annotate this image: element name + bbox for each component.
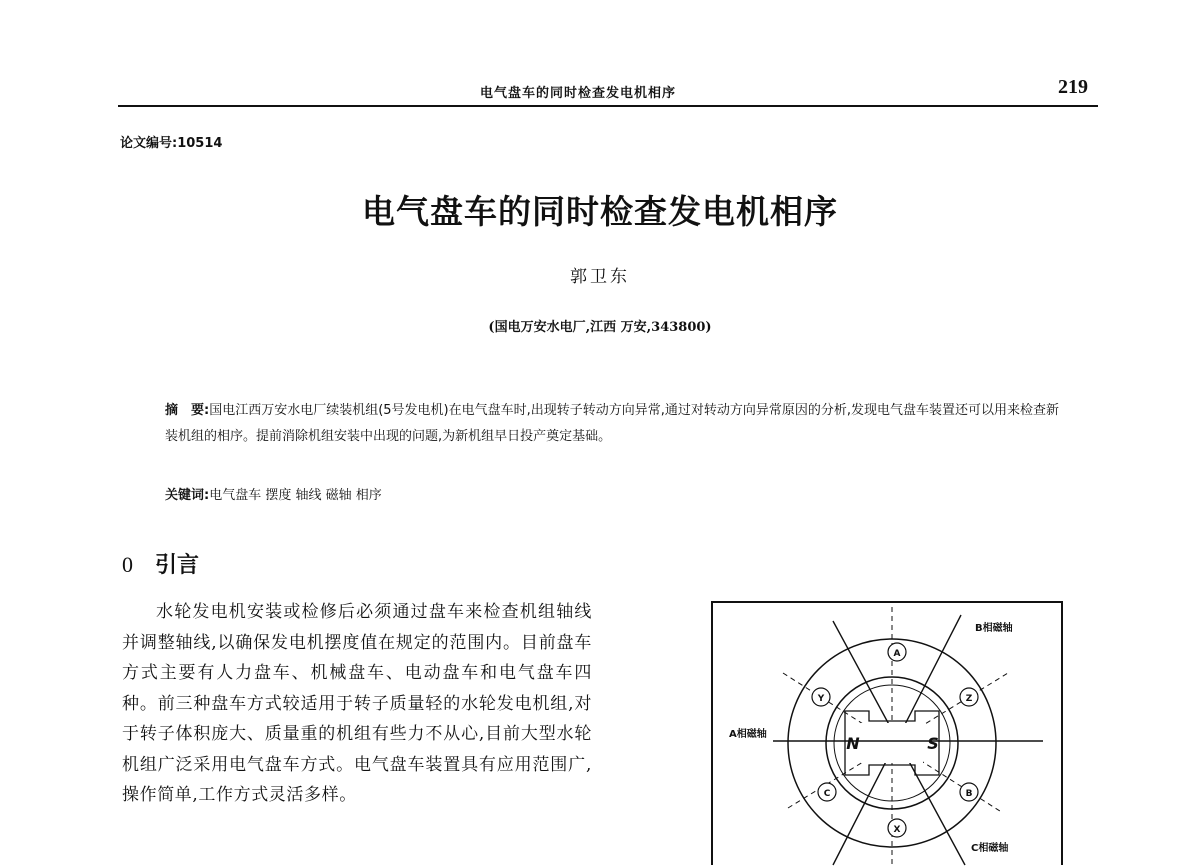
phase-label-y: Y <box>817 694 825 704</box>
phase-label-b: B <box>965 789 973 799</box>
author: 郭卫东 <box>570 267 630 287</box>
abstract-label: 摘 要: <box>165 403 210 418</box>
header-rule <box>118 105 1098 107</box>
keywords-label: 关键词: <box>165 488 210 503</box>
c-axis-label: C相磁轴 <box>971 843 1009 854</box>
abstract <box>165 398 1060 450</box>
phase-label-z: Z <box>965 694 973 704</box>
body-paragraph: 水轮发电机安装或检修后必须通过盘车来检查机组轴线并调整轴线,以确保发电机摆度值在规定的范围内。目前盘车方式主要有人力盘车、机械盘车、电动盘车和电气盘车四种。前三种盘车方式较适用于转子质量轻的水轮发电机组,对于转子体积庞大、质量重的机组有些力不从心,目前大型水轮机组广泛采用电气盘车方式。电气盘车装置具有应用范围广,操作简单,工作方式灵活多样。 <box>122 602 592 805</box>
phase-label-x: X <box>893 825 901 835</box>
phase-label-c: C <box>823 789 831 799</box>
phase-axis-figure <box>711 601 1063 865</box>
phase-label-a: A <box>893 649 901 659</box>
paper-title: 电气盘车的同时检查发电机相序 <box>362 192 838 231</box>
section-title: 引言 <box>155 553 200 578</box>
b-axis-label: B相磁轴 <box>975 623 1013 634</box>
abstract-text: 国电江西万安水电厂续装机组(5号发电机)在电气盘车时,出现转子转动方向异常,通过对转动方向异常原因的分析,发现电气盘车装置还可以用来检查新装机组的相序。提前消除机组安装中出现的问题,为新机组早日投产奠定基础。 <box>165 403 1060 444</box>
a-axis-label: A相磁轴 <box>729 729 767 740</box>
keywords <box>165 484 382 503</box>
affiliation: (国电万安水电厂,江西 万安,343800) <box>488 320 712 335</box>
keywords-text: 电气盘车 摆度 轴线 磁轴 相序 <box>209 488 382 503</box>
paper-id: 论文编号:10514 <box>120 136 223 151</box>
pole-n: N <box>846 734 860 753</box>
section-heading <box>122 548 199 579</box>
section-number: 0 <box>122 552 133 577</box>
running-title: 电气盘车的同时检查发电机相序 <box>480 86 677 101</box>
page-number: 219 <box>1058 76 1088 98</box>
pole-s: S <box>927 734 939 753</box>
